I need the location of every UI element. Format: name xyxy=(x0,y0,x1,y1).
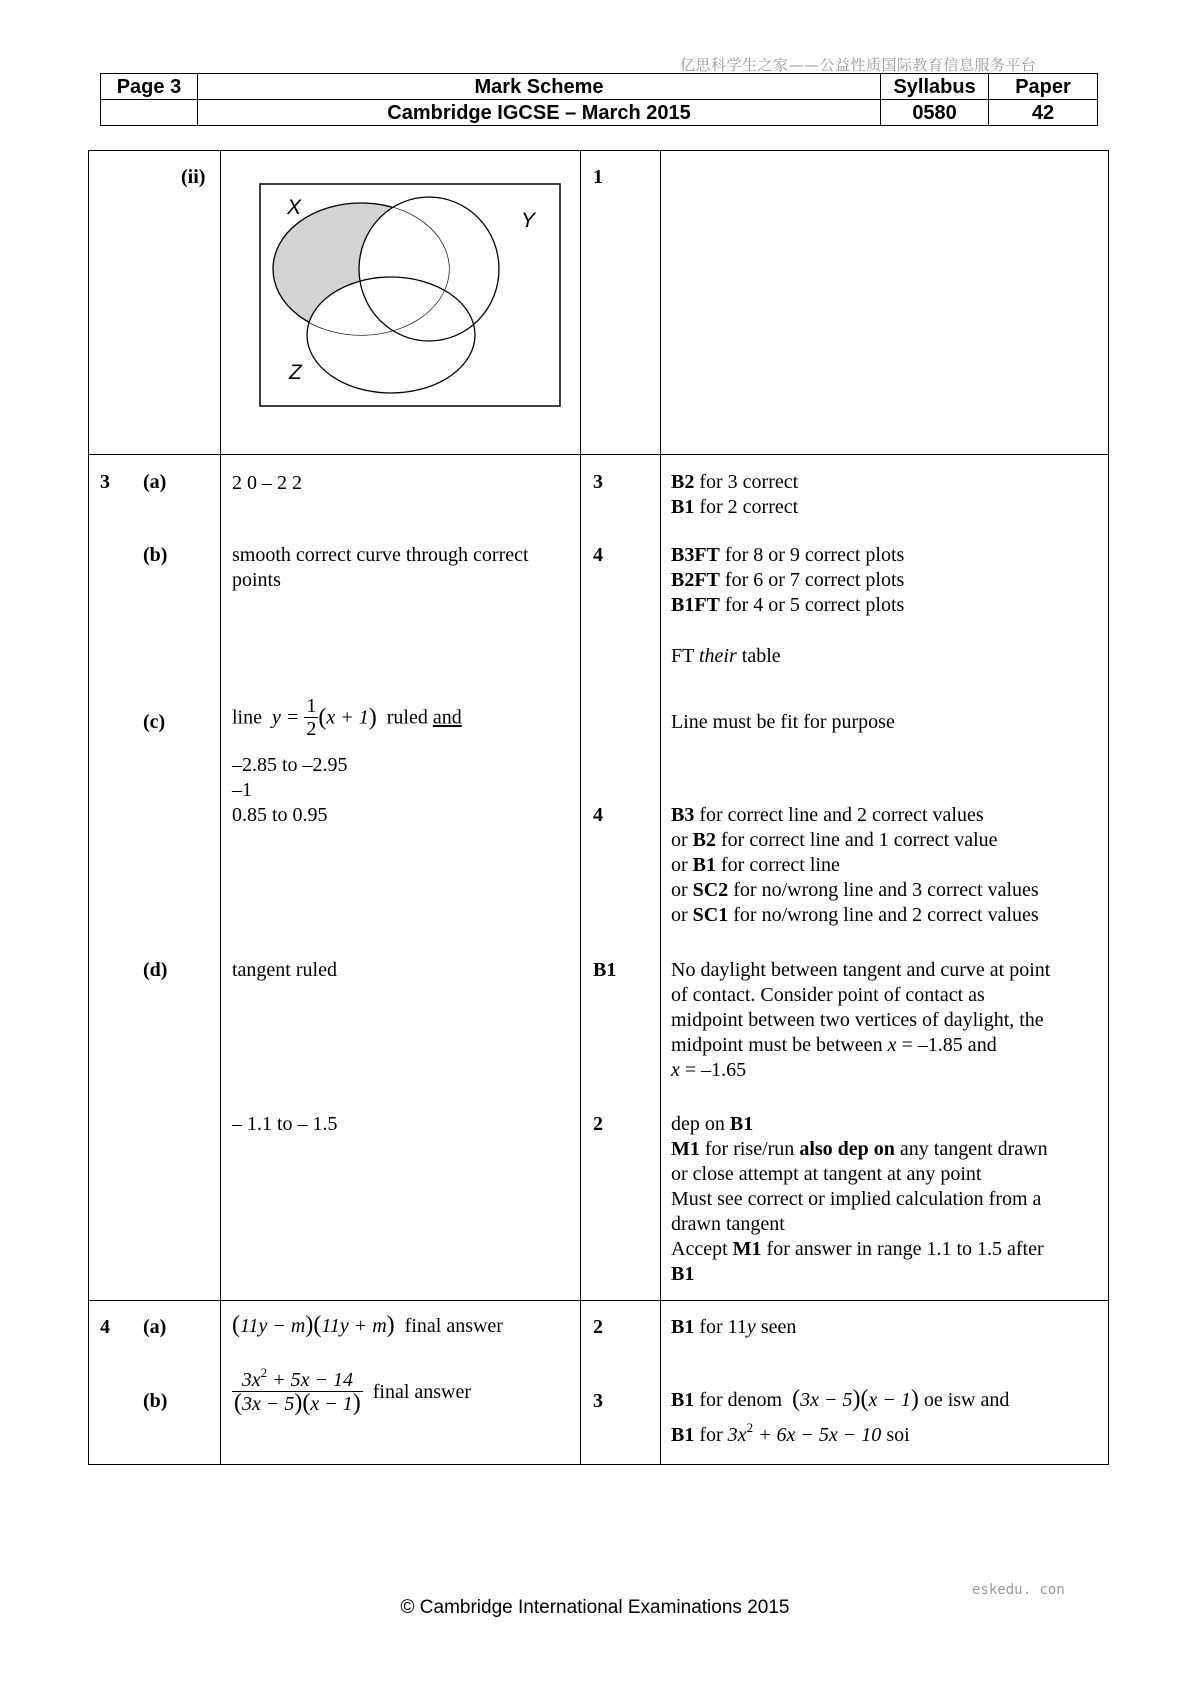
mark-scheme-table xyxy=(88,150,1109,1465)
part-label: (c) xyxy=(143,711,166,733)
guidance: B2 for 3 correct B1 for 2 correct xyxy=(671,471,799,518)
mark: 2 xyxy=(593,1113,603,1135)
part-label: (b) xyxy=(143,544,168,566)
mark: 4 xyxy=(593,804,603,826)
syllabus-label: Syllabus xyxy=(881,74,989,100)
answer-fraction: $\frac{3x^2 + 5x - 14}{(3x - 5)(x - 1)}$ final answer xyxy=(234,1365,472,1416)
doc-title: Mark Scheme xyxy=(197,74,880,100)
watermark-bottom: eskedu. con xyxy=(972,1582,1065,1598)
table-row-4 xyxy=(89,1301,1109,1465)
venn-diagram xyxy=(259,183,563,409)
table-row-3 xyxy=(89,455,1109,1301)
mark: 3 xyxy=(593,1390,603,1412)
venn-label-x: X xyxy=(287,196,302,219)
guidance: B1 for denom (3x − 5)(x − 1) oe isw and xyxy=(671,1386,1010,1412)
part-label: (a) xyxy=(143,471,167,493)
guidance: B3FT for 8 or 9 correct plots B2FT for 6 or 7 correct plots B1FT for 4 or 5 correct plots xyxy=(671,544,905,616)
mark: 1 xyxy=(593,166,603,188)
part-label: (ii) xyxy=(181,166,206,188)
mark: 2 xyxy=(593,1316,603,1338)
doc-subtitle: Cambridge IGCSE – March 2015 xyxy=(197,100,880,126)
answer-factorised: (11y − m)(11y + m) final answer xyxy=(232,1312,503,1338)
guidance: dep on B1 M1 for rise/run also dep on any tangent drawn or close attempt at tangent at any point Must see correct or implied calculation from a drawn tangent Accept M1 for answer in range 1.1 to 1.5 after B1 xyxy=(671,1113,1048,1285)
syllabus-value: 0580 xyxy=(881,100,989,126)
answer: 2 0 – 2 2 xyxy=(232,472,302,494)
answer: points xyxy=(232,569,281,591)
header-table xyxy=(100,73,1098,126)
table-row-2ii xyxy=(89,151,1109,455)
part-label: (b) xyxy=(143,1390,168,1412)
answer: 0.85 to 0.95 xyxy=(232,804,328,826)
answer: –2.85 to –2.95 xyxy=(232,754,348,776)
answer: smooth correct curve through correct xyxy=(232,544,529,566)
guidance: No daylight between tangent and curve at point of contact. Consider point of contact as midpoint between two vertices of daylight, the midpoint must be between x = –1.85 and x = –1.65 xyxy=(671,959,1051,1081)
question-number: 4 xyxy=(100,1316,110,1338)
question-number: 3 xyxy=(100,471,110,493)
venn-label-y: Y xyxy=(521,209,536,232)
paper-value: 42 xyxy=(989,100,1098,126)
page-number: Page 3 xyxy=(101,74,198,100)
venn-label-z: Z xyxy=(289,361,302,384)
part-label: (d) xyxy=(143,959,168,981)
footer-copyright: © Cambridge International Examinations 2015 xyxy=(400,1597,790,1618)
guidance: FT their table xyxy=(671,645,781,667)
answer: – 1.1 to – 1.5 xyxy=(232,1113,338,1135)
answer: –1 xyxy=(232,779,252,801)
part-label: (a) xyxy=(143,1316,167,1338)
paper-label: Paper xyxy=(989,74,1098,100)
blank-cell xyxy=(101,100,198,126)
guidance: B1 for 11y seen xyxy=(671,1316,797,1338)
answer: tangent ruled xyxy=(232,959,337,981)
guidance: Line must be fit for purpose xyxy=(671,711,895,733)
mark: B1 xyxy=(593,959,617,981)
mark: 4 xyxy=(593,544,603,566)
mark: 3 xyxy=(593,471,603,493)
watermark-top: 亿思科学生之家——公益性质国际教育信息服务平台 xyxy=(680,56,1037,74)
guidance: B1 for $3x^2 + 6x - 5x - 10$ soi xyxy=(671,1420,910,1446)
answer-line-equation: line y = $\frac{1}{2}$ (x + 1) ruled and xyxy=(232,695,462,740)
guidance: B3 for correct line and 2 correct values or B2 for correct line and 1 correct value or B1 for correct line or SC2 for no/wrong line and 3 correct values or SC1 for no/wrong line and 2 correct values xyxy=(671,804,1039,926)
